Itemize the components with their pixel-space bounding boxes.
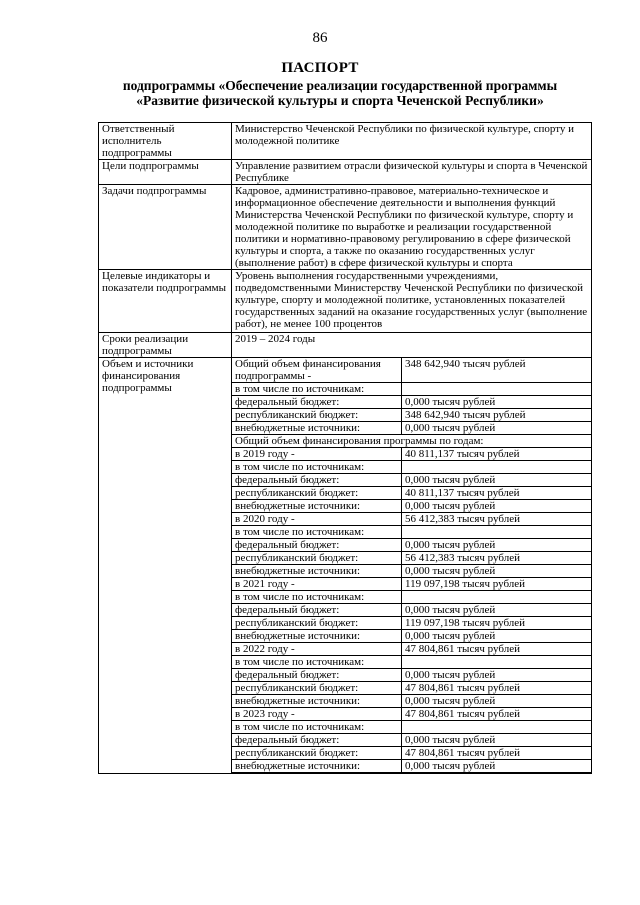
document-subtitle: [90, 78, 590, 108]
year-federal-value: 0,000 тысяч рублей: [402, 604, 592, 617]
year-republic-row: [232, 747, 591, 760]
goals-label: Цели подпрограммы: [99, 160, 232, 185]
year-republic-label: республиканский бюджет:: [232, 682, 402, 695]
year-sources-header: в том числе по источникам:: [232, 656, 402, 669]
year-empty-cell: [402, 721, 592, 734]
funding-total-value: 348 642,940 тысяч рублей: [402, 358, 592, 383]
executor-value: Министерство Чеченской Республики по физической культуре, спорту и молодежной политике: [232, 123, 592, 160]
year-extra-row: [232, 760, 591, 773]
row-tasks: [99, 185, 592, 270]
tasks-label: Задачи подпрограммы: [99, 185, 232, 270]
year-empty-cell: [402, 461, 592, 474]
row-terms: [99, 333, 592, 358]
year-label: в 2019 году -: [232, 448, 402, 461]
year-republic-row: [232, 682, 591, 695]
year-label: в 2023 году -: [232, 708, 402, 721]
year-empty-cell: [402, 656, 592, 669]
funding-sources-empty: [402, 383, 592, 396]
subtitle-line-1: подпрограммы «Обеспечение реализации государственной программы: [122, 78, 558, 93]
funding-sources-header: в том числе по источникам:: [232, 383, 402, 396]
year-federal-row: [232, 669, 591, 682]
year-republic-value: 40 811,137 тысяч рублей: [402, 487, 592, 500]
terms-value: 2019 – 2024 годы: [232, 333, 592, 358]
page-number: 86: [312, 30, 328, 46]
year-sources-header: в том числе по источникам:: [232, 721, 402, 734]
year-republic-label: республиканский бюджет:: [232, 747, 402, 760]
year-federal-label: федеральный бюджет:: [232, 734, 402, 747]
year-federal-row: [232, 474, 591, 487]
year-year-row: [232, 643, 591, 656]
indicators-value: Уровень выполнения государственными учреждениями, подведомственными Министерству Чеченской Республики по физической культуре, спорту и молодежной политике, установленных показателей государственных заданий на оказание государственных услуг (выполнение работ), не менее 100 процентов: [235, 270, 588, 330]
row-indicators: [99, 270, 592, 333]
goals-value: Управление развитием отрасли физической культуры и спорта в Чеченской Республике: [232, 160, 592, 185]
year-extra-label: внебюджетные источники:: [232, 500, 402, 513]
funding-label: Объем и источники финансирования подпрограммы: [99, 358, 232, 774]
year-republic-row: [232, 617, 591, 630]
year-total-value: 56 412,383 тысяч рублей: [402, 513, 592, 526]
year-sources-row: [232, 591, 591, 604]
funding-extra-row: [232, 422, 591, 435]
funding-by-years-header: Общий объем финансирования программы по годам:: [232, 435, 591, 448]
year-extra-value: 0,000 тысяч рублей: [402, 760, 592, 773]
year-republic-value: 56 412,383 тысяч рублей: [402, 552, 592, 565]
funding-extra-label: внебюджетные источники:: [232, 422, 402, 435]
year-empty-cell: [402, 526, 592, 539]
funding-table: [232, 358, 591, 773]
funding-cell: [232, 358, 592, 774]
row-goals: [99, 160, 592, 185]
year-sources-header: в том числе по источникам:: [232, 526, 402, 539]
year-year-row: [232, 708, 591, 721]
year-federal-label: федеральный бюджет:: [232, 669, 402, 682]
year-label: в 2021 году -: [232, 578, 402, 591]
funding-sources-row: [232, 383, 591, 396]
year-year-row: [232, 448, 591, 461]
year-federal-row: [232, 539, 591, 552]
year-extra-value: 0,000 тысяч рублей: [402, 500, 592, 513]
year-sources-row: [232, 656, 591, 669]
passport-table: [98, 122, 592, 774]
year-total-value: 47 804,861 тысяч рублей: [402, 643, 592, 656]
year-label: в 2020 году -: [232, 513, 402, 526]
funding-total-label: Общий объем финансирования подпрограммы -: [232, 358, 402, 383]
funding-years: [232, 448, 591, 773]
year-extra-value: 0,000 тысяч рублей: [402, 565, 592, 578]
year-total-value: 119 097,198 тысяч рублей: [402, 578, 592, 591]
funding-by-years-row: [232, 435, 591, 448]
funding-federal-row: [232, 396, 591, 409]
year-republic-label: республиканский бюджет:: [232, 617, 402, 630]
funding-republic-row: [232, 409, 591, 422]
year-extra-label: внебюджетные источники:: [232, 695, 402, 708]
year-extra-row: [232, 565, 591, 578]
year-extra-row: [232, 695, 591, 708]
year-extra-row: [232, 500, 591, 513]
year-republic-value: 119 097,198 тысяч рублей: [402, 617, 592, 630]
year-sources-header: в том числе по источникам:: [232, 591, 402, 604]
year-label: в 2022 году -: [232, 643, 402, 656]
year-empty-cell: [402, 591, 592, 604]
year-federal-value: 0,000 тысяч рублей: [402, 734, 592, 747]
tasks-value: Кадровое, административно-правовое, материально-техническое и информационное обеспечение деятельности и выполнения функций Министерства Чеченской Республики по физической культуре, спорту и молодежной политике по выработке и реализации государственной политики и нормативно-правовому регулированию в сфере физической культуры и спорта, а также по оказанию государственных услуг (выполнение работ) в сфере физической культуры и спорта: [232, 185, 592, 270]
year-republic-value: 47 804,861 тысяч рублей: [402, 747, 592, 760]
year-extra-value: 0,000 тысяч рублей: [402, 630, 592, 643]
year-extra-label: внебюджетные источники:: [232, 565, 402, 578]
year-total-value: 47 804,861 тысяч рублей: [402, 708, 592, 721]
year-federal-label: федеральный бюджет:: [232, 604, 402, 617]
funding-total-row: [232, 358, 591, 383]
year-sources-row: [232, 721, 591, 734]
year-extra-row: [232, 630, 591, 643]
year-federal-value: 0,000 тысяч рублей: [402, 539, 592, 552]
subtitle-line-2: «Развитие физической культуры и спорта Чеченской Республики»: [136, 93, 544, 108]
year-republic-row: [232, 552, 591, 565]
indicators-label: Целевые индикаторы и показатели подпрограммы: [99, 270, 232, 333]
year-sources-row: [232, 526, 591, 539]
funding-republic-label: республиканский бюджет:: [232, 409, 402, 422]
year-federal-value: 0,000 тысяч рублей: [402, 669, 592, 682]
year-federal-row: [232, 734, 591, 747]
funding-federal-label: федеральный бюджет:: [232, 396, 402, 409]
terms-label: Сроки реализации подпрограммы: [99, 333, 232, 358]
year-republic-label: республиканский бюджет:: [232, 487, 402, 500]
funding-extra-value: 0,000 тысяч рублей: [402, 422, 592, 435]
year-republic-label: республиканский бюджет:: [232, 552, 402, 565]
funding-federal-value: 0,000 тысяч рублей: [402, 396, 592, 409]
funding-republic-value: 348 642,940 тысяч рублей: [402, 409, 592, 422]
document-title: ПАСПОРТ: [281, 60, 359, 76]
year-sources-row: [232, 461, 591, 474]
year-republic-row: [232, 487, 591, 500]
year-sources-header: в том числе по источникам:: [232, 461, 402, 474]
indicators-cell: [232, 270, 592, 333]
executor-label: Ответственный исполнитель подпрограммы: [99, 123, 232, 160]
year-federal-row: [232, 604, 591, 617]
year-extra-value: 0,000 тысяч рублей: [402, 695, 592, 708]
year-federal-label: федеральный бюджет:: [232, 474, 402, 487]
year-year-row: [232, 578, 591, 591]
year-year-row: [232, 513, 591, 526]
year-extra-label: внебюджетные источники:: [232, 630, 402, 643]
year-republic-value: 47 804,861 тысяч рублей: [402, 682, 592, 695]
year-total-value: 40 811,137 тысяч рублей: [402, 448, 592, 461]
year-federal-value: 0,000 тысяч рублей: [402, 474, 592, 487]
year-extra-label: внебюджетные источники:: [232, 760, 402, 773]
row-executor: [99, 123, 592, 160]
row-funding: [99, 358, 592, 774]
year-federal-label: федеральный бюджет:: [232, 539, 402, 552]
